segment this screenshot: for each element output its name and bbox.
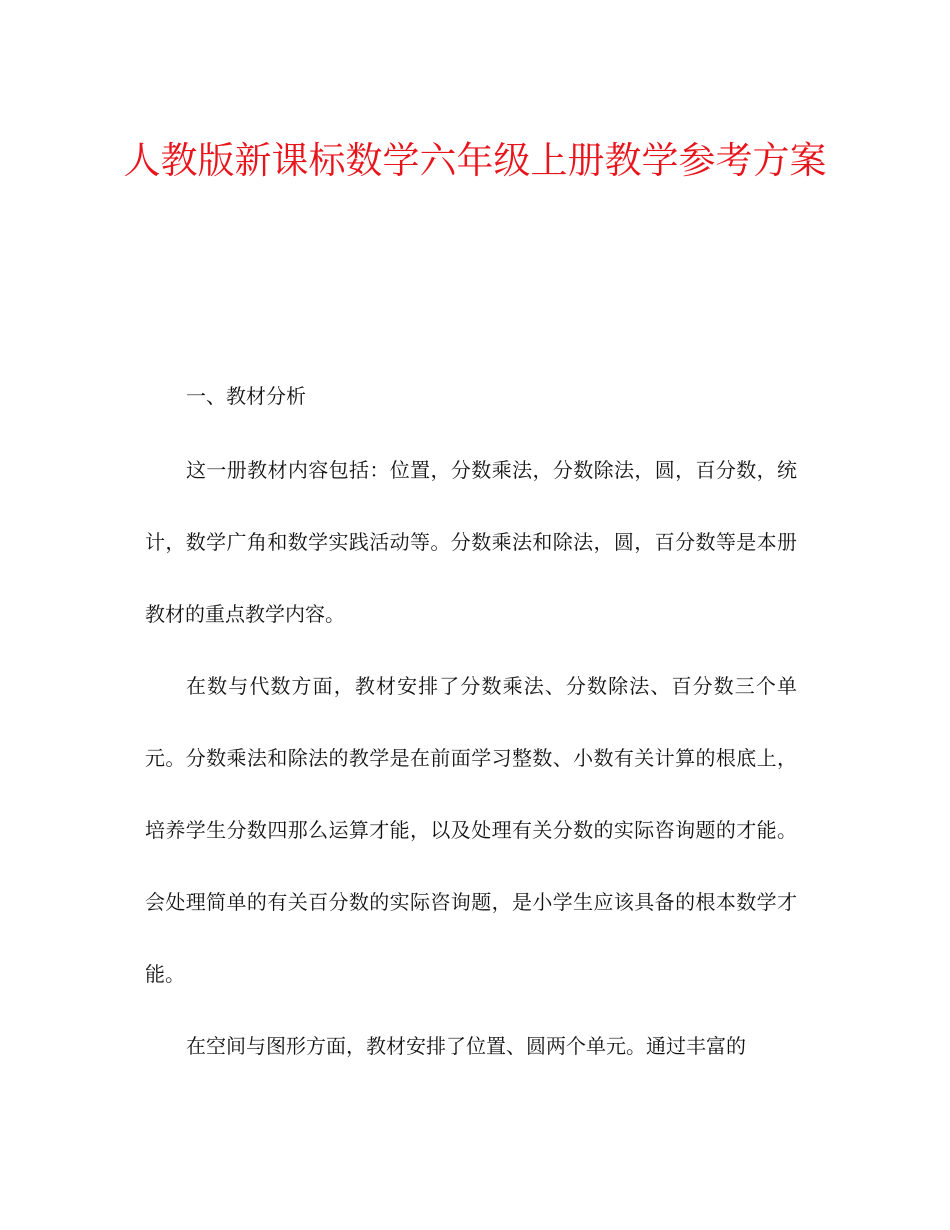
paragraph-content-overview: 这一册教材内容包括：位置，分数乘法，分数除法，圆，百分数，统计，数学广角和数学实践活动等。分数乘法和除法，圆，百分数等是本册教材的重点教学内容。: [145, 458, 797, 626]
paragraph-number-algebra: 在数与代数方面，教材安排了分数乘法、分数除法、百分数三个单元。分数乘法和除法的教学是在前面学习整数、小数有关计算的根底上，培养学生分数四那么运算才能，以及处理有关分数的实际咨询题的才能。会处理简单的有关百分数的实际咨询题，是小学生应该具备的根本数学才能。: [145, 674, 797, 986]
section-heading: 一、教材分析: [186, 384, 306, 408]
document-title: 人教版新课标数学六年级上册教学参考方案: [123, 139, 827, 182]
paragraph-space-geometry: 在空间与图形方面，教材安排了位置、圆两个单元。通过丰富的: [186, 1034, 746, 1058]
